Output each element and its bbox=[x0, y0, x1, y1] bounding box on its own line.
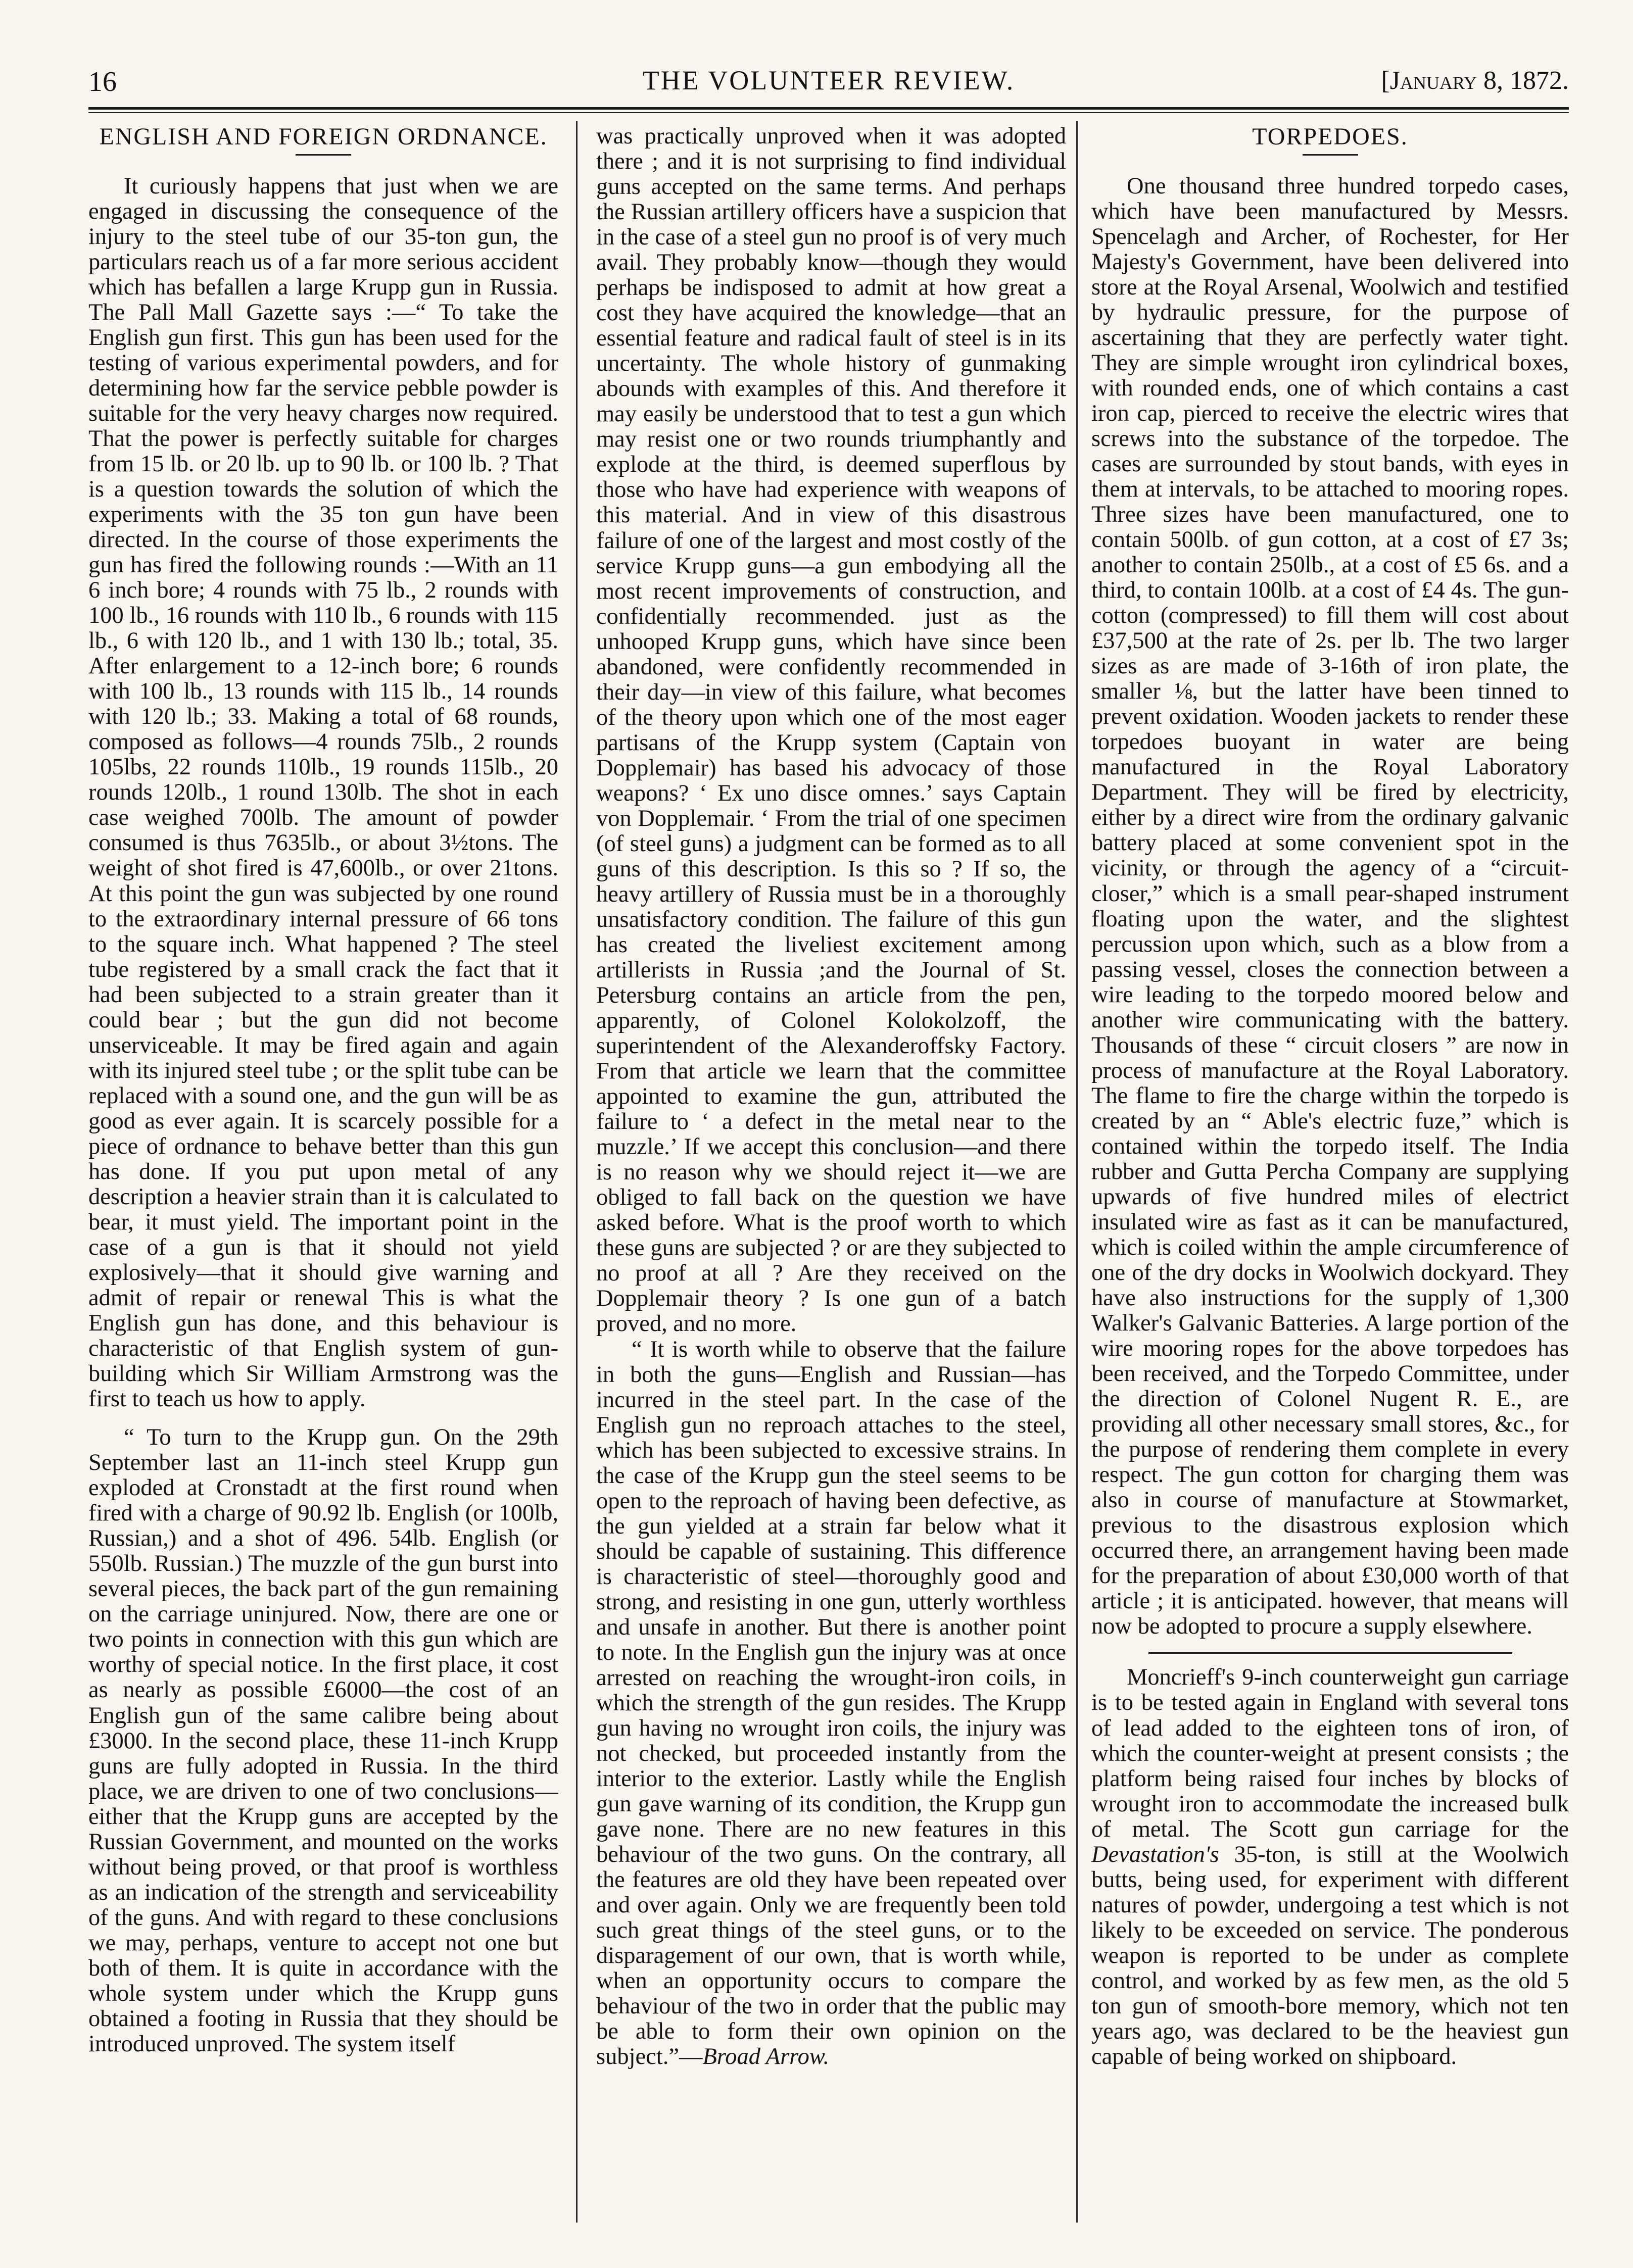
heading-rule bbox=[1303, 154, 1358, 156]
column-divider bbox=[1076, 121, 1078, 2223]
page-header bbox=[88, 61, 1569, 109]
paragraph-text: “ It is worth while to observe that the failure in both the guns—English and Russian—has incurred in the steel part. In the case of the English gun no reproach attaches to the steel, which has been subjected to excessive strains. In the case of the Krupp gun the steel seems to be open to the reproach of having been defective, as the gun yielded at a strain far below what it should be capable of sustaining. This difference is characteristic of steel—thoroughly good and strong, and resisting in one gun, utterly worthless and unsafe in another. But there is another point to note. In the English gun the injury was at once arrested on reaching the wrought-iron coils, in which the strength of the gun resides. The Krupp gun having no wrought iron coils, the injury was not checked, but proceeded instantly from the interior to the exterior. Lastly while the English gun gave warning of its condition, the Krupp gun gave none. There are no new features in this behaviour of the two guns. On the contrary, all the features are old they have been repeated over and over again. Only we are frequently been told such great things of the steel guns, or to the disparagement of our own, that is worth while, when an opportunity occurs to compare the behaviour of the two in order that the public may be able to form their own opinion on the subject.”— bbox=[596, 1336, 1066, 2070]
header-rule-thin bbox=[88, 112, 1569, 113]
journal-title: THE VOLUNTEER REVIEW. bbox=[642, 65, 1015, 95]
heading-rule bbox=[296, 154, 351, 156]
article-paragraph: was practically unproved when it was adopted there ; and it is not surprising to find individual guns accepted on the same terms. And perhaps the Russian artillery officers have a suspicion that in the case of a steel gun no proof is of very much avail. They probably know—though they would perhaps be indisposed to admit at how great a cost they have acquired the knowledge—that an essential feature and radical fault of steel is in its uncertainty. The whole history of gunmaking abounds with examples of this. And therefore it may easily be understood that to test a gun which may resist one or two rounds triumphantly and explode at the third, is deemed superflous by those who have had experience with weapons of this material. And in view of this disastrous failure of one of the largest and most costly of the service Krupp guns—a gun embodying all the most recent improvements of construction, and confidentially recommended. just as the unhooped Krupp guns, which have since been abandoned, were confidently recommended in their day—in view of this failure, what becomes of the theory upon which one of the most eager partisans of the Krupp system (Captain von Dopplemair) has based his advocacy of those weapons? ‘ Ex uno disce omnes.’ says Captain von Dopplemair. ‘ From the trial of one specimen (of steel guns) a judgment can be formed as to all guns of this description. Is this so ? If so, the heavy artillery of Russia must be in a thoroughly unsatisfactory condition. The failure of this gun has created the liveliest excitement among artillerists in Russia ;and the Journal of St. Petersburg contains an article from the pen, apparently, of Colonel Kolokolzoff, the superintendent of the Alexanderoffsky Factory. From that article we learn that the committee appointed to examine the gun, attributed the failure to ‘ a defect in the metal near to the muzzle.’ If we accept this conclusion—and there is no reason why we should reject it—we are obliged to fall back on the question we have asked before. What is the proof worth to which these guns are subjected ? or are they subjected to no proof at all ? Are they received on the Dopplemair theory ? Is one gun of a batch proved, and no more. bbox=[596, 124, 1066, 1337]
ship-name: Devastation's bbox=[1091, 1841, 1219, 1867]
article-paragraph bbox=[596, 1337, 1066, 2070]
header-rule bbox=[88, 107, 1569, 110]
article-paragraph: It curiously happens that just when we are engaged in discussing the consequence of the injury to the steel tube of our 35-ton gun, the particulars reach us of a far more serious accident which has befallen a large Krupp gun in Russia. The Pall Mall Gazette says :—“ To take the English gun first. This gun has been used for the testing of various experimental powders, and for determining how far the service pebble powder is suitable for the very heavy charges now required. That the power is perfectly suitable for charges from 15 lb. or 20 lb. up to 90 lb. or 100 lb. ? That is a question towards the solution of which the experiments with the 35 ton gun have been directed. In the course of those experiments the gun has fired the following rounds :—With an 11 6 inch bore; 4 rounds with 75 lb., 2 rounds with 100 lb., 16 rounds with 110 lb., 6 rounds with 115 lb., 6 with 120 lb., and 1 with 130 lb.; total, 35. After enlargement to a 12-inch bore; 6 rounds with 100 lb., 13 rounds with 115 lb., 14 rounds with 120 lb.; 33. Making a total of 68 rounds, composed as follows—4 rounds 75lb., 2 rounds 105lbs, 22 rounds 110lb., 19 rounds 115lb., 20 rounds 120lb., 1 round 130lb. The shot in each case weighed 700lb. The amount of powder consumed is thus 7635lb., or about 3½tons. The weight of shot fired is 47,600lb., or over 21tons. At this point the gun was subjected by one round to the extraordinary internal pressure of 66 tons to the square inch. What happened ? The steel tube registered by a small crack the fact that it had been subjected to a strain greater than it could bear ; but the gun did not become unserviceable. It may be fired again and again with its injured steel tube ; or the split tube can be replaced with a sound one, and the gun will be as good as ever again. It is scarcely possible for a piece of ordnance to behave better than this gun has done. If you put upon metal of any description a heavier strain than it is calculated to bear, it must yield. The important point in the case of a gun is that it should not yield explosively—that it should give warning and admit of repair or renewal This is what the English gun has done, and this behaviour is characteristic of that English system of gun-building which Sir William Armstrong was the first to teach us how to apply. bbox=[88, 173, 558, 1412]
column-2 bbox=[596, 124, 1066, 2220]
column-3 bbox=[1091, 124, 1569, 2220]
article-paragraph: One thousand three hundred torpedo cases, which have been manufactured by Messrs. Spencelagh and Archer, of Rochester, for Her Majesty's Government, have been delivered into store at the Royal Arsenal, Woolwich and testified by hydraulic pressure, for the purpose of ascertaining that they are perfectly water tight. They are simple wrought iron cylindrical boxes, with rounded ends, one of which contains a cast iron cap, pierced to receive the electric wires that screws into the substance of the torpedoe. The cases are surrounded by stout bands, with eyes in them at intervals, to be attached to mooring ropes. Three sizes have been manufactured, one to contain 500lb. of gun cotton, at a cost of £7 3s; another to contain 250lb., at a cost of £5 6s. and a third, to contain 100lb. at a cost of £4 4s. The gun-cotton (compressed) to fill them will cost about £37,500 at the rate of 2s. per lb. The two larger sizes as are made of 3-16th of iron plate, the smaller ⅛, but the latter have been tinned to prevent oxidation. Wooden jackets to render these torpedoes buoyant in water are being manufactured in the Royal Laboratory Department. They will be fired by electricity, either by a direct wire from the ordinary galvanic battery placed at some convenient spot in the vicinity, or through the agency of a “circuit-closer,” which is a small pear-shaped instrument floating upon the water, and the slightest percussion upon which, such as a blow from a passing vessel, closes the connection between a wire leading to the torpedo moored below and another wire communicating with the battery. Thousands of these “ circuit closers ” are now in process of manufacture at the Royal Laboratory. The flame to fire the charge within the torpedo is created by an “ Able's electric fuze,” which is contained within the torpedo itself. The India rubber and Gutta Percha Company are supplying upwards of five hundred miles of electrict insulated wire as fast as it can be manufactured, which is coiled within the ample circumference of one of the dry docks in Woolwich dockyard. They have also instructions for the supply of 1,300 Walker's Galvanic Batteries. A large portion of the wire mooring ropes for the above torpedoes has been received, and the Torpedo Committee, under the direction of Colonel Nugent R. E., are providing all other necessary small stores, &c., for the purpose of rendering them complete in every respect. The gun cotton for charging them was also in course of manufacture at Stowmarket, previous to the disastrous explosion which occurred there, an arrangement having been made for the preparation of about £30,000 worth of that article ; it is anticipated. however, that means will now be adopted to procure a supply elsewhere. bbox=[1091, 173, 1569, 1640]
column-1 bbox=[88, 124, 558, 2220]
article-heading-torpedoes: TORPEDOES. bbox=[1252, 124, 1408, 150]
article-separator-rule bbox=[1148, 1652, 1512, 1654]
article-paragraph bbox=[1091, 1665, 1569, 2069]
source-credit: Broad Arrow. bbox=[702, 2044, 830, 2070]
issue-date: [January 8, 1872. bbox=[1381, 66, 1569, 95]
article-heading-ordnance: ENGLISH AND FOREIGN ORDNANCE. bbox=[99, 124, 548, 150]
column-divider bbox=[576, 121, 578, 2223]
page-number: 16 bbox=[88, 66, 117, 97]
article-paragraph: “ To turn to the Krupp gun. On the 29th September last an 11-inch steel Krupp gun exploded at Cronstadt at the first round when fired with a charge of 90.92 lb. English (or 100lb, Russian,) and a shot of 496. 54lb. English (or 550lb. Russian.) The muzzle of the gun burst into several pieces, the back part of the gun remaining on the carriage uninjured. Now, there are one or two points in connection with this gun which are worthy of special notice. In the first place, it cost as nearly as possible £6000—the cost of an English gun of the same calibre being about £3000. In the second place, these 11-inch Krupp guns are fully adopted in Russia. In the third place, we are driven to one of two conclusions—either that the Krupp guns are accepted by the Russian Government, and mounted on the works without being proved, or that proof is worthless as an indication of the strength and serviceability of the guns. And with regard to these conclusions we may, perhaps, venture to accept not one but both of them. It is quite in accordance with the whole system under which the Krupp guns obtained a footing in Russia that they should be introduced unproved. The system itself bbox=[88, 1424, 558, 2057]
paragraph-text: 35-ton, is still at the Woolwich butts, being used, for experiment with different natures of powder, undergoing a test which is not likely to be exceeded on service. The ponderous weapon is reported to be under as complete control, and worked by as few men, as the old 5 ton gun of smooth-bore memory, which not ten years ago, was declared to be the heaviest gun capable of being worked on shipboard. bbox=[1091, 1841, 1569, 2069]
paragraph-text: Moncrieff's 9-inch counterweight gun carriage is to be tested again in England with several tons of lead added to the eighteen tons of iron, of which the counter-weight at present consists ; the platform being raised four inches by blocks of wrought iron to accommodate the increased bulk of metal. The Scott gun carriage for the bbox=[1091, 1664, 1569, 1842]
